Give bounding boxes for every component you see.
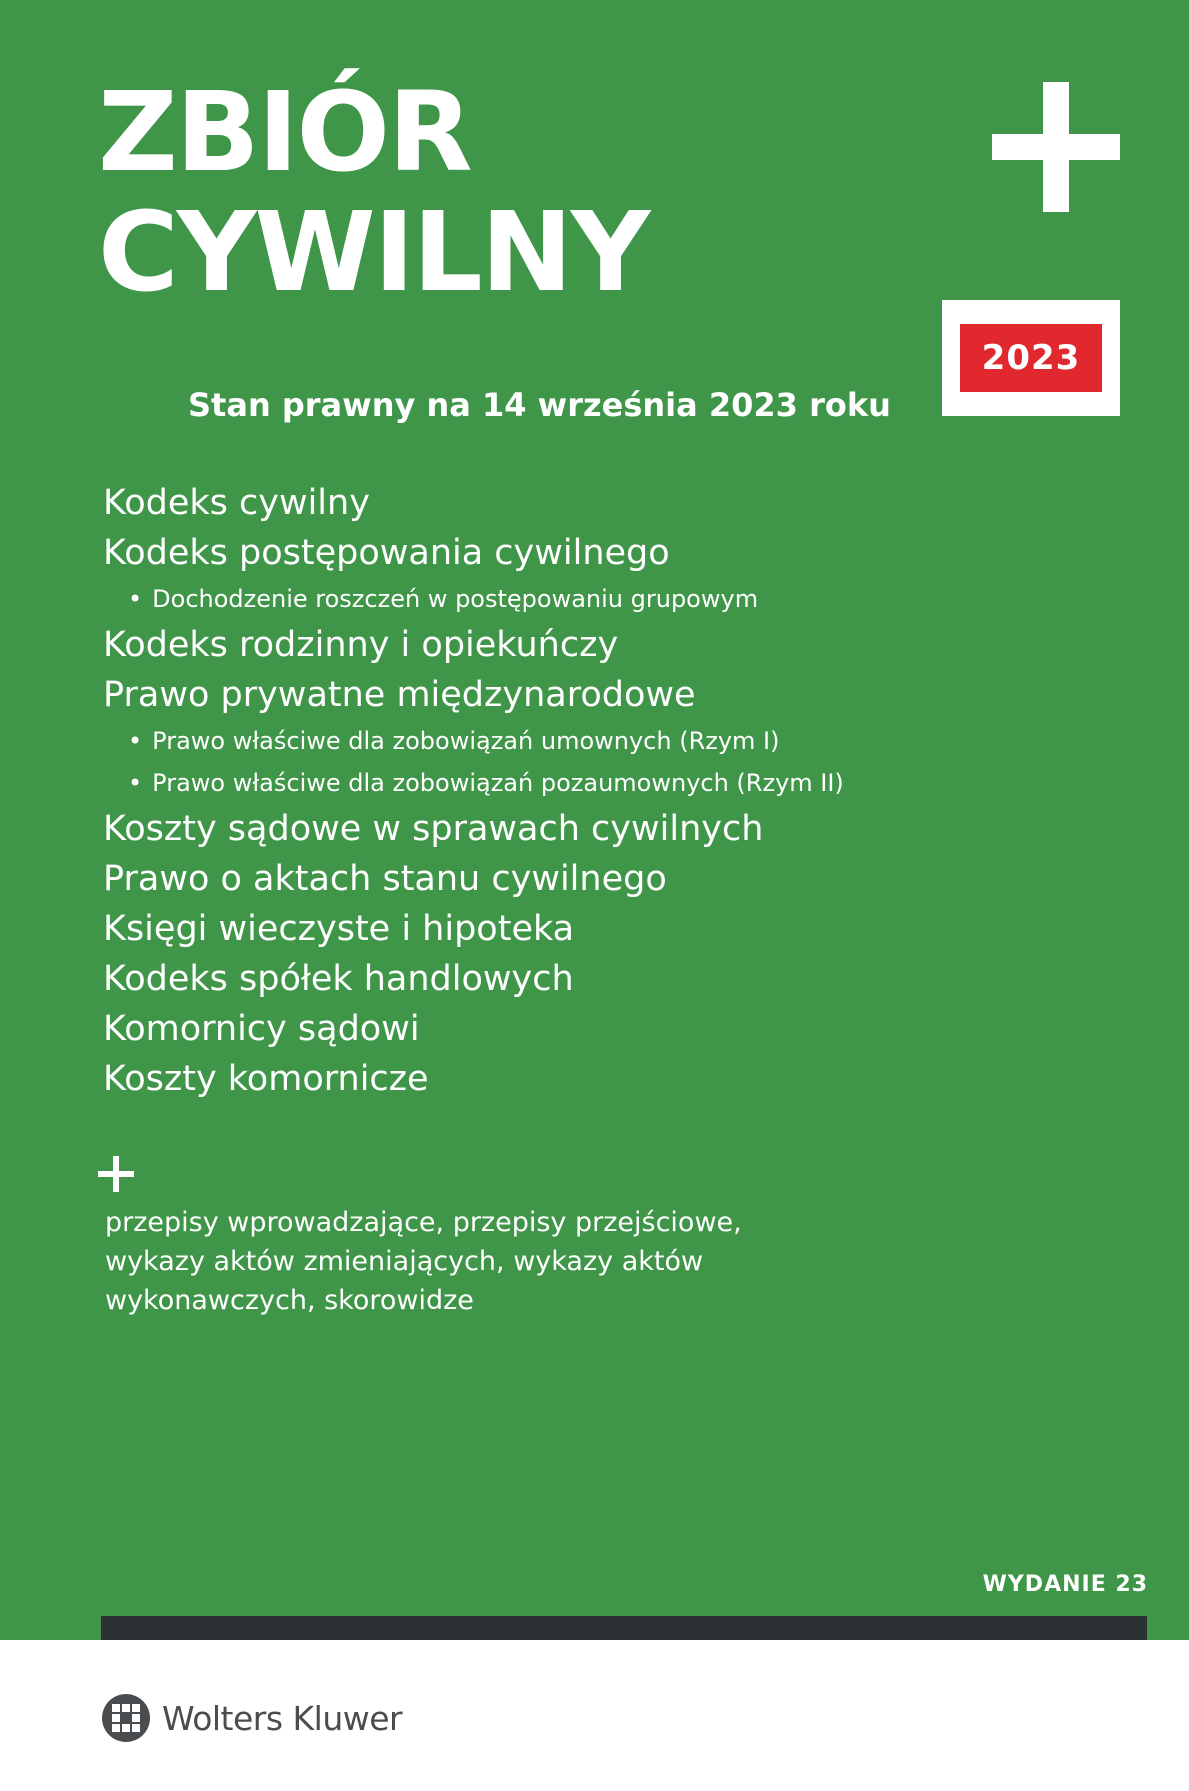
publisher-name: Wolters Kluwer (162, 1698, 403, 1738)
list-item: Prawo o aktach stanu cywilnego (103, 859, 667, 899)
extras-line-1: przepisy wprowadzające, przepisy przejściowe, (105, 1207, 742, 1238)
list-subitem-label: Dochodzenie roszczeń w postępowaniu grupowym (152, 585, 759, 613)
extras-line-3: wykonawczych, skorowidze (105, 1285, 474, 1316)
list-subitem (103, 762, 1103, 804)
list-subitem (103, 720, 1103, 762)
extras-text (105, 1203, 742, 1320)
list-subitem-label: Prawo właściwe dla zobowiązań umownych (Rzym I) (152, 727, 780, 755)
list-subitem (103, 578, 1103, 620)
divider-bar (101, 1616, 1147, 1640)
edition-label: WYDANIE 23 (982, 1572, 1148, 1597)
legal-status-subtitle: Stan prawny na 14 września 2023 roku (188, 386, 891, 424)
year-box (942, 300, 1120, 416)
plus-icon-small (98, 1156, 134, 1192)
list-item: Kodeks postępowania cywilnego (103, 533, 670, 573)
list-item: Kodeks cywilny (103, 483, 370, 523)
extras-line-2: wykazy aktów zmieniających, wykazy aktów (105, 1246, 704, 1277)
list-item: Prawo prywatne międzynarodowe (103, 675, 696, 715)
list-item: Koszty sądowe w sprawach cywilnych (103, 809, 764, 849)
list-subitem-label: Prawo właściwe dla zobowiązań pozaumownych (Rzym II) (152, 769, 844, 797)
book-title (98, 68, 649, 316)
contents-list (103, 478, 1103, 1104)
list-item: Księgi wieczyste i hipoteka (103, 909, 575, 949)
wolters-kluwer-logo (100, 1692, 152, 1744)
plus-icon (992, 82, 1120, 212)
list-item: Komornicy sądowi (103, 1009, 420, 1049)
list-item: Koszty komornicze (103, 1059, 429, 1099)
year-badge: 2023 (960, 324, 1102, 392)
title-line-1: ZBIÓR (98, 68, 471, 196)
title-line-2: CYWILNY (98, 188, 649, 316)
publisher-block (100, 1692, 402, 1744)
list-item: Kodeks spółek handlowych (103, 959, 574, 999)
list-item: Kodeks rodzinny i opiekuńczy (103, 625, 619, 665)
